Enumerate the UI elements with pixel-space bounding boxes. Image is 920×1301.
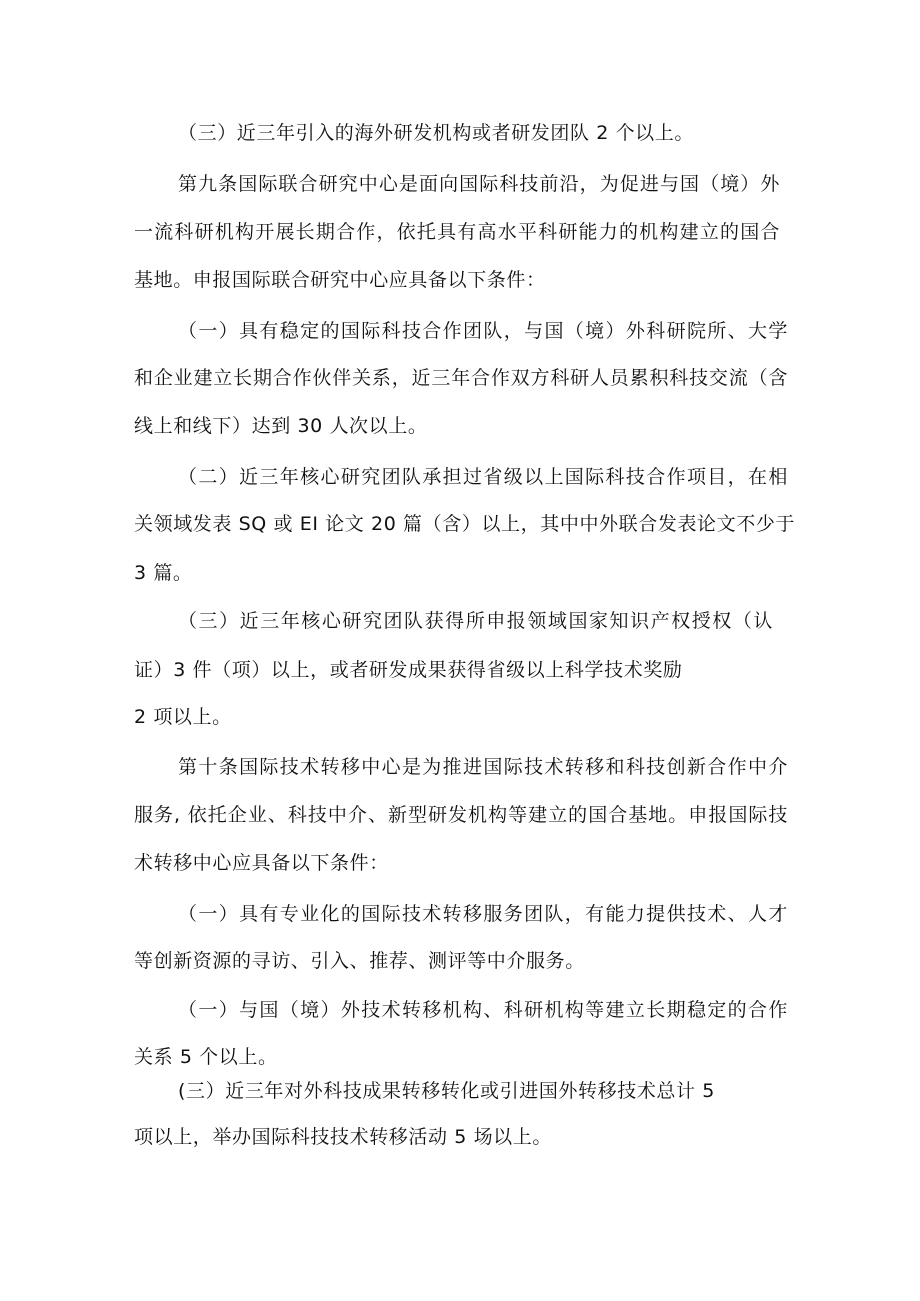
text-line: （一）具有专业化的国际技术转移服务团队，有能力提供技术、人才 [178,903,788,925]
text-line: 第十条国际技术转移中心是为推进国际技术转移和科技创新合作中介 [178,756,788,778]
text-line: 证）3 件（项）以上，或者研发成果获得省级以上科学技术奖励 [134,659,683,681]
text-line: 服务, 依托企业、科技中介、新型研发机构等建立的国合基地。申报国际技 [134,804,788,826]
text-line: 一流科研机构开展长期合作，依托具有高水平科研能力的机构建立的国合 [134,221,780,243]
text-line: 3 篇。 [134,562,193,584]
text-line: （一）与国（境）外技术转移机构、科研机构等建立长期稳定的合作 [178,999,788,1021]
text-line: 术转移中心应具备以下条件： [134,852,389,874]
text-line: 线上和线下）达到 30 人次以上。 [134,415,428,437]
text-line: （一）具有稳定的国际科技合作团队，与国（境）外科研院所、大学 [178,320,788,342]
text-line: （二）近三年核心研究团队承担过省级以上国际科技合作项目，在相 [178,466,788,488]
text-line: 项以上，举办国际科技技术转移活动 5 场以上。 [134,1126,552,1148]
text-line: 2 项以上。 [134,706,232,728]
text-line: 第九条国际联合研究中心是面向国际科技前沿，为促进与国（境）外 [178,173,780,195]
text-line: 等创新资源的寻访、引入、推荐、测评等中介服务。 [134,950,585,972]
text-line: 和企业建立长期合作伙伴关系，近三年合作双方科研人员累积科技交流（含 [134,367,788,389]
text-line: 关系 5 个以上。 [134,1046,278,1068]
text-line: 基地。申报国际联合研究中心应具备以下条件： [134,269,546,291]
text-line: 关领域发表 SQ 或 EI 论文 20 篇（含）以上，其中中外联合发表论文不少于 [134,513,796,535]
text-line: (三）近三年对外科技成果转移转化或引进国外转移技术总计 5 [178,1080,715,1102]
text-line: （三）近三年引入的海外研发机构或者研发团队 2 个以上。 [178,122,694,144]
text-line: （三）近三年核心研究团队获得所申报领域国家知识产权授权（认 [178,610,773,632]
